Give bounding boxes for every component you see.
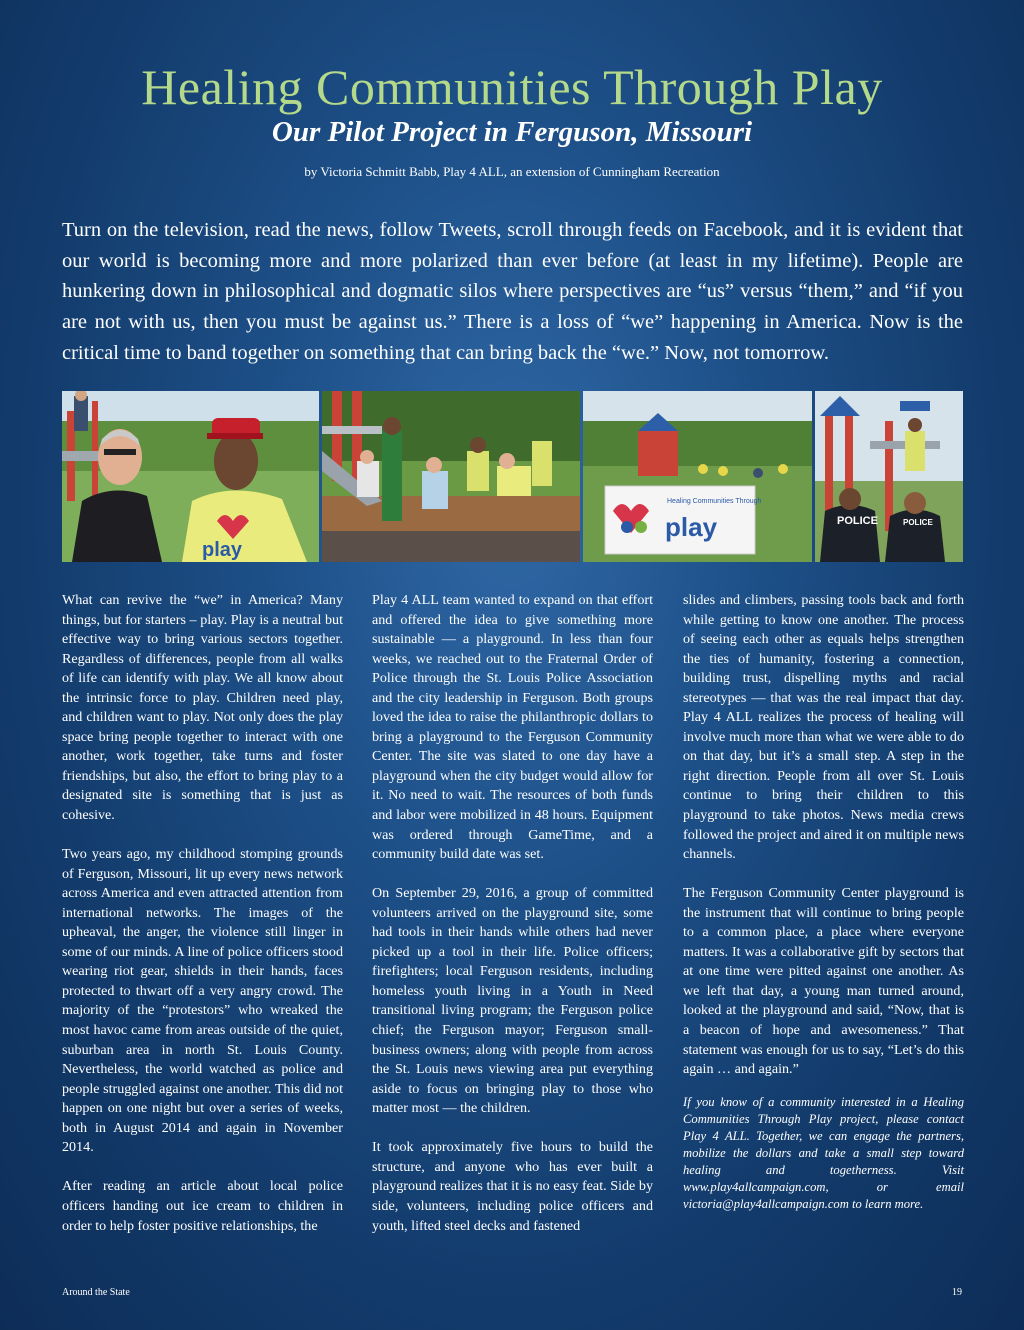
article-column-3 [683, 591, 964, 1213]
column-2-paragraph: Play 4 ALL team wanted to expand on that effort and offered the idea to give something more sustainable — a playground. In less than four weeks, we reached out to the Fraternal Order of Police through the St. Louis Police Association and the city leadership in Ferguson. Both groups loved the idea to raise the philanthropic dollars to bring a playground to the Ferguson Community Center. The site was slated to one day have a playground when the city budget would allow for it. No need to wait. The resources of both funds and labor were mobilized in 48 hours. Equipment was ordered through GameTime, and a community build date was set. [372, 592, 653, 863]
photo-build-crew [322, 391, 580, 562]
article-column-2 [372, 591, 653, 1236]
photo-police-playground [815, 391, 963, 562]
column-1-paragraph: Two years ago, my childhood stomping grounds of Ferguson, Missouri, lit up every news network across America and even attracted attention from international networks. The images of the upheaval, the anger, the violence still linger in some of our minds. A line of police officers stood wearing riot gear, shields in their hands, faces protected to thwart off a very angry crowd. The majority of the “protestors” who wreaked the most havoc came from areas outside of the quiet, suburban area in north St. Louis County. Nevertheless, the world watched as police and people struggled against one another. This did not happen on one night but over a series of weeks, both in August 2014 and again in November 2014. [62, 846, 343, 1156]
article-byline: by Victoria Schmitt Babb, Play 4 ALL, an extension of Cunningham Recreation [304, 164, 720, 179]
banner-small-text: Healing Communities Through [667, 498, 762, 505]
article-subtitle: Our Pilot Project in Ferguson, Missouri [271, 116, 753, 148]
police-label-2: POLICE [903, 518, 933, 527]
column-1-paragraph: After reading an article about local police officers handing out ice cream to children in order to help foster positive relationships, the [62, 1178, 343, 1234]
shirt-play-text: play [202, 539, 243, 561]
column-2-paragraph: On September 29, 2016, a group of committed volunteers arrived on the playground site, some had tools in their hands while others had never picked up a tool in their life. Police officers; firefighters; local Ferguson residents, including homeless youth living in a Youth in Need transitional living program; the Ferguson police chief; the Ferguson mayor; Ferguson small-business owners; along with people from across the St. Louis news viewing area put everything aside to focus on bringing play to those who matter most — the children. [372, 885, 653, 1117]
article-column-1 [62, 591, 343, 1236]
column-3-paragraph: The Ferguson Community Center playground is the instrument that will continue to bring people to a common place, a place where everyone matters. It was a collaborative gift by sectors that at one time were pitted against one another. As we left that day, a young man turned around, looked at the playground and said, “Now, that is a beacon of hope and awesomeness.” That statement was enough for us to say, “Let’s do this again … and again.” [683, 885, 964, 1078]
photo-play-banner [583, 391, 812, 562]
photo-strip [0, 391, 1024, 562]
contact-note: If you know of a community interested in a Healing Communities Through Play project, please contact Play 4 ALL. Together, we can engage the partners, mobilize the dollars and take a small step toward healing and togetherness. Visit www.play4allcampaign.com, or email victoria@play4allcampaign.com to learn more. [683, 1094, 964, 1211]
police-label-1: POLICE [837, 515, 878, 527]
publication-name: Around the State [62, 1287, 130, 1298]
photo-volunteers-portrait [62, 391, 319, 562]
lede-paragraph: Turn on the television, read the news, follow Tweets, scroll through feeds on Facebook, and it is evident that our world is becoming more and more polarized than ever before (at least in my lifetime). People are hunkering down in philosophical and dogmatic silos where perspectives are “us” versus “them,” and “if you are not with us, then you must be against us.” There is a loss of “we” happening in America. Now is the critical time to band together on something that can bring back the “we.” Now, not tomorrow. [62, 219, 963, 364]
column-2-paragraph: It took approximately five hours to build the structure, and anyone who has ever built a playground realizes that it is no easy feat. Side by side, volunteers, including police officers and youth, lifted steel decks and fastened [372, 1139, 653, 1234]
page-number: 19 [952, 1287, 962, 1298]
article-title: Healing Communities Through Play [141, 59, 883, 115]
column-1-paragraph: What can revive the “we” in America? Many things, but for starters – play. Play is a neutral but effective way to bring various sectors together. Regardless of differences, people from all walks of life can identify with play. We all know about the intrinsic force to play. Children need play, and children want to play. Not only does the play space bring people together to interact with one another, work together, take turns and foster friendships, but also, the effort to bring play to a designated site is something that is just as cohesive. [62, 592, 343, 824]
column-3-paragraph: slides and climbers, passing tools back and forth while getting to know one another. The process of seeing each other as equals helps strengthen the ties of humanity, fostering a connection, building trust, dispelling myths and racial stereotypes — that was the real impact that day. Play 4 ALL realizes the process of healing will involve much more than what we were able to do on that day, but it’s a small step. A step in the right direction. People from all over St. Louis continue to bring their children to this playground to take photos. News media crews followed the project and aired it on multiple news channels. [683, 592, 965, 863]
banner-play-text: play [665, 512, 718, 542]
